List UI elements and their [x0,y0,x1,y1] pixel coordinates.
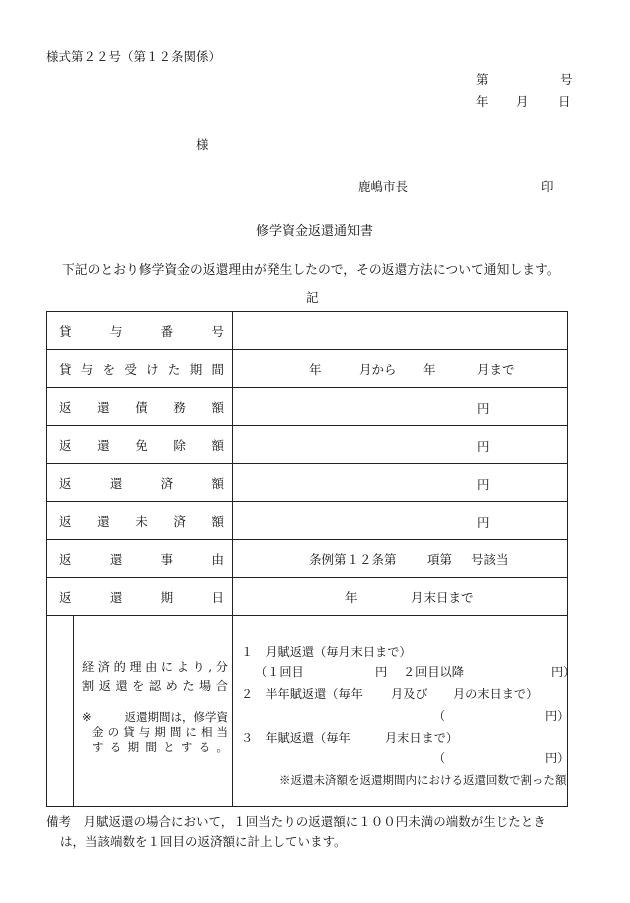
footnote: ※返還未済額を返還期間内における返還回数で割った額 [279,773,567,787]
issuer: 鹿嶋市長 [358,179,409,194]
split-label-line1: 経 済 的 理 由 に よ り , 分 [82,660,228,674]
row-repaid [47,464,568,502]
option-semiannual-end: 月の末日まで） [453,687,539,701]
number-prefix: 第 [476,72,489,87]
remarks-line1: 備考 月賦返還の場合において，１回当たりの返還額に１００円未満の端数が生じたとき [46,814,546,829]
label-repaid: 返 還 済 額 [47,464,233,502]
yen-unit: 円 [477,401,490,416]
label-due: 返 還 期 日 [47,578,233,616]
split-note: ※ 返還期間は，修学資 金 の 貸 与 期 間 に 相 当 す る 期 間 と す る 。 [82,710,228,754]
label-split-repayment [47,616,233,807]
document-title: 修学資金返還通知書 [256,224,374,239]
yen-unit: 円） [545,751,570,765]
date-day: 日 [558,94,571,109]
option-monthly-first: （１回目 [255,665,304,679]
yen-unit: 円 [477,439,490,454]
label-reason: 返 還 事 由 [47,540,233,578]
value-repay-debt[interactable] [233,388,568,426]
value-split-repayment[interactable] [233,616,576,807]
option-annual: ３ 年賦返還（毎年 [241,731,351,745]
seal-mark: 印 [541,179,554,194]
remarks-line2: は，当該端数を１回目の返済額に計上しています。 [60,834,347,849]
value-loan-number[interactable] [233,312,568,350]
value-repay-exempt[interactable] [233,426,568,464]
yen-unit: 円 [477,477,490,492]
row-repay-exempt [47,426,568,464]
ki-mark: 記 [306,290,319,305]
label-repay-debt: 返 還 債 務 額 [47,388,233,426]
label-loan-period: 貸 与 を 受 け た 期 間 [47,350,233,388]
recipient-suffix: 様 [196,137,209,152]
row-loan-period [47,350,568,388]
row-reason [47,540,568,578]
row-split-repayment [47,616,568,807]
option-monthly: １ 月賦返還（毎月末日まで） [241,645,412,659]
value-loan-period[interactable]: 年 月から 年 月まで [233,350,568,388]
label-unpaid: 返 還 未 済 額 [47,502,233,540]
label-repay-exempt: 返 還 免 除 額 [47,426,233,464]
intro-text: 下記のとおり修学資金の返還理由が発生したので，その返還方法について通知します。 [62,263,560,278]
yen-unit: 円） [551,665,576,679]
value-unpaid[interactable] [233,502,568,540]
row-loan-number [47,312,568,350]
yen-unit: 円） [545,709,570,723]
form-number: 様式第２２号（第１２条関係） [46,49,222,64]
option-semiannual: ２ 半年賦返還（毎年 [241,687,363,701]
option-annual-end: 月末日まで） [385,731,459,745]
option-semiannual-mid: 月及び [391,687,428,701]
notice-table [46,311,576,807]
date-month: 月 [516,94,529,109]
value-due[interactable]: 年 月末日まで [233,578,568,616]
row-unpaid [47,502,568,540]
row-repay-debt [47,388,568,426]
paren-open: （ [433,751,446,765]
value-repaid[interactable] [233,464,568,502]
option-monthly-second: ２回目以降 [403,665,464,679]
yen-unit: 円 [375,665,388,679]
split-label-line2: 割 返 還 を 認 め た 場 合 [82,679,228,693]
paren-open: （ [433,709,446,723]
value-reason[interactable]: 条例第１２条第 項第 号該当 [233,540,568,578]
label-loan-number: 貸 与 番 号 [47,312,233,350]
yen-unit: 円 [477,515,490,530]
row-due [47,578,568,616]
number-suffix: 号 [560,72,573,87]
date-year: 年 [476,94,489,109]
